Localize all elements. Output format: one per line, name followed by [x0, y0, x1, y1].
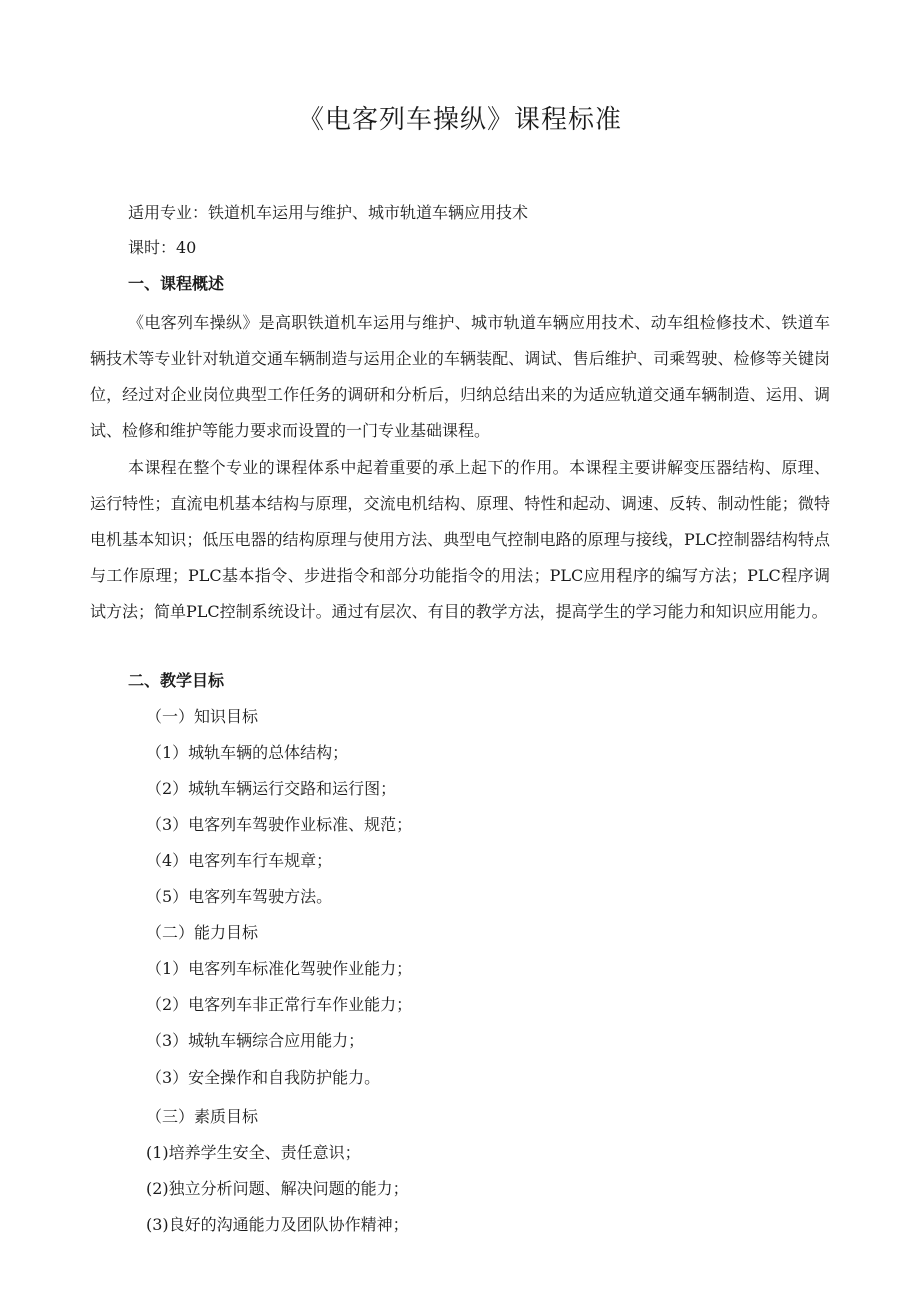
section-heading-overview: 一、课程概述	[128, 274, 225, 293]
ability-item: （2）电客列车非正常行车作业能力；	[146, 995, 413, 1014]
page-title: 《电客列车操纵》课程标准	[297, 105, 622, 135]
knowledge-item: （3）电客列车驾驶作业标准、规范；	[146, 815, 413, 834]
quality-item: (1)培养学生安全、责任意识；	[146, 1143, 361, 1162]
applicable-major: 适用专业：铁道机车运用与维护、城市轨道车辆应用技术	[128, 203, 529, 222]
section-heading-objectives: 二、教学目标	[128, 671, 225, 690]
knowledge-item: （1）城轨车辆的总体结构；	[146, 743, 349, 762]
ability-item: （3）安全操作和自我防护能力。	[146, 1068, 381, 1087]
subheading-ability: （二）能力目标	[146, 923, 259, 942]
quality-item: (3)良好的沟通能力及团队协作精神；	[146, 1215, 409, 1234]
knowledge-item: （5）电客列车驾驶方法。	[146, 887, 333, 906]
subheading-quality: （三）素质目标	[146, 1107, 259, 1126]
ability-item: （3）城轨车辆综合应用能力；	[146, 1031, 365, 1050]
knowledge-item: （2）城轨车辆运行交路和运行图；	[146, 779, 397, 798]
course-hours: 课时：40	[128, 238, 197, 257]
knowledge-item: （4）电客列车行车规章；	[146, 851, 333, 870]
overview-paragraph-2: 本课程在整个专业的课程体系中起着重要的承上起下的作用。本课程主要讲解变压器结构、原理、运行特性；直流电机基本结构与原理，交流电机结构、原理、特性和起动、调速、反转、制动性能；微特电机基本知识；低压电器的结构原理与使用方法、典型电气控制电路的原理与接线，PLC控制器结构特点与工作原理；PLC基本指令、步进指令和部分功能指令的用法；PLC应用程序的编写方法；PLC程序调试方法；简单PLC控制系统设计。通过有层次、有目的教学方法，提高学生的学习能力和知识应用能力。	[90, 458, 830, 621]
quality-item: (2)独立分析问题、解决问题的能力；	[146, 1179, 409, 1198]
ability-item: （1）电客列车标准化驾驶作业能力；	[146, 959, 413, 978]
subheading-knowledge: （一）知识目标	[146, 707, 259, 726]
overview-paragraph-1: 《电客列车操纵》是高职铁道机车运用与维护、城市轨道车辆应用技术、动车组检修技术、铁道车辆技术等专业针对轨道交通车辆制造与运用企业的车辆装配、调试、售后维护、司乘驾驶、检修等关键岗位，经过对企业岗位典型工作任务的调研和分析后，归纳总结出来的为适应轨道交通车辆制造、运用、调试、检修和维护等能力要求而设置的一门专业基础课程。	[90, 313, 830, 440]
